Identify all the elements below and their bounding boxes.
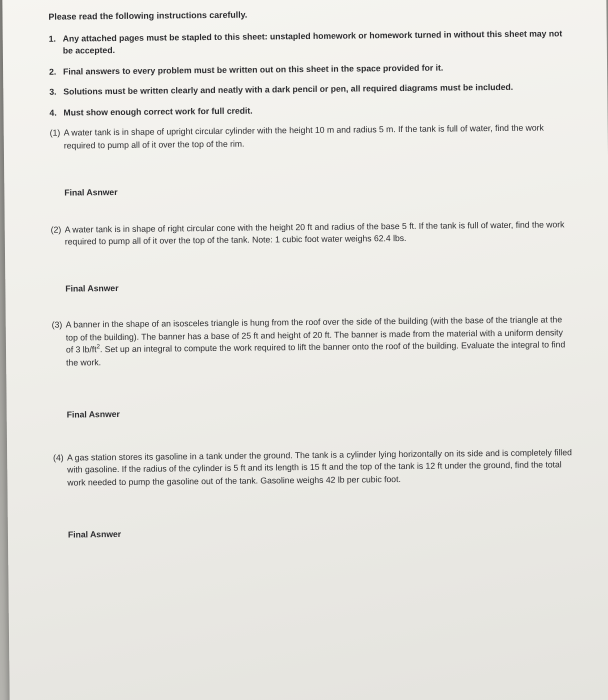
- instructions-title: Please read the following instructions carefully.: [48, 9, 248, 22]
- instruction-item: [49, 80, 569, 98]
- problem-number: (2): [50, 224, 62, 235]
- instruction-number: 3.: [49, 86, 57, 97]
- problem-2: [51, 218, 571, 248]
- exponent: 2: [96, 344, 100, 351]
- homework-sheet: [2, 0, 608, 700]
- problem-number: (1): [49, 127, 61, 138]
- problem-3: [52, 313, 572, 368]
- problem-text: A gas station stores its gasoline in a tank under the ground. The tank is a cylinder lying horizontally on its side and is completely filled with gasoline. If the radius of the cylinder is 5 ft and its length is 15 ft and the top of the tank is 12 ft under the ground, find the total work needed to pump the gasoline out of the tank. Gasoline weighs 42 lb per cubic foot.: [67, 446, 572, 488]
- final-answer-label-3: Final Asnwer: [66, 408, 120, 420]
- problem-text-end: . Set up an integral to compute the work required to lift the banner onto the roof of the building. Evaluate the integral to find the work.: [66, 339, 566, 368]
- instructions-list: [49, 27, 570, 119]
- problem-1: [50, 121, 570, 151]
- instruction-text: Any attached pages must be stapled to this sheet: unstapled homework or homework turned in without this sheet may not be accepted.: [62, 27, 563, 56]
- instruction-item: [49, 60, 569, 78]
- problem-4: [53, 446, 573, 489]
- final-answer-label-2: Final Asnwer: [65, 282, 119, 294]
- problem-number: (4): [53, 452, 64, 463]
- problem-number: (3): [51, 319, 63, 330]
- sheet-content: [48, 5, 574, 541]
- final-answer-label-4: Final Asnwer: [67, 528, 122, 540]
- instruction-item: [49, 27, 569, 57]
- instruction-text: Final answers to every problem must be written out on this sheet in the space provided for it.: [63, 62, 444, 77]
- instruction-number: 1.: [48, 33, 56, 44]
- instruction-text: Solutions must be written clearly and neatly with a dark pencil or pen, all required diagrams must be included.: [63, 81, 514, 97]
- problem-text: A water tank is in shape of upright circular cylinder with the height 10 m and radius 5 m. If the tank is full of water, find the work required to pump all of it over the top of the rim.: [63, 122, 544, 151]
- instruction-text: Must show enough correct work for full credit.: [63, 105, 253, 118]
- instruction-number: 2.: [49, 66, 57, 77]
- final-answer-label-1: Final Asnwer: [64, 186, 118, 198]
- instruction-item: [49, 101, 569, 119]
- problem-text: A water tank is in shape of right circular cone with the height 20 ft and radius of the base 5 ft. If the tank is full of water, find the work required to pump all of it over the top of the tank. Note: 1 cubic foot water weighs 62.4 lbs.: [64, 218, 565, 247]
- problem-text-start: A banner in the shape of an isosceles triangle is hung from the roof over the side of the building (with the base of the triangle at the top of the building). The banner has a base of 25 ft and height of 20 ft. The banner is made from the material with a uniform density of 3 lb/ft: [65, 314, 563, 355]
- instruction-number: 4.: [49, 107, 57, 118]
